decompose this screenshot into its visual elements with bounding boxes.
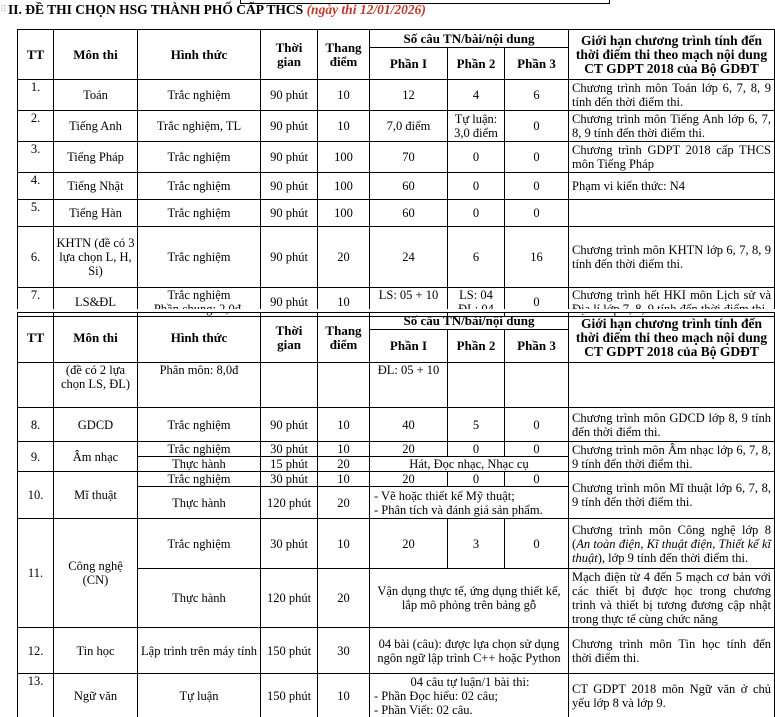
cell-part1: ĐL: 05 + 10 <box>370 363 448 408</box>
cell-format: Phân môn: 8,0đ <box>138 363 261 408</box>
header-row <box>18 30 775 48</box>
cell-format: Trắc nghiệm <box>138 200 261 227</box>
format-line: Trắc nghiệm <box>167 288 231 302</box>
table-row <box>18 363 775 408</box>
cell-part2: Tự luận: 3,0 điểm <box>448 111 505 142</box>
cell-subject: Tiếng Anh <box>54 111 138 142</box>
cell-part2: 3 <box>448 519 505 569</box>
cell-tt: 1. <box>18 80 54 111</box>
cell-tt: 9. <box>18 442 54 472</box>
cell-format: Lập trình trên máy tính <box>138 628 261 674</box>
cell-limit: Chương trình hết HKI môn Lịch sử và <box>569 288 775 317</box>
cell-part2: 0 <box>448 472 505 487</box>
cell-scale: 10 <box>318 442 370 457</box>
cell-time: 30 phút <box>261 472 318 487</box>
cell-tt: 12. <box>18 628 54 674</box>
col-time: Thời gian <box>261 313 318 363</box>
cell-format: Trắc nghiệm <box>138 408 261 442</box>
cell-part3: 0 <box>505 142 569 173</box>
table-row <box>18 472 775 487</box>
cell-part1: 20 <box>370 519 448 569</box>
table-row <box>18 200 775 227</box>
exam-date: (ngày thi 12/01/2026) <box>306 2 426 17</box>
table-row <box>18 80 775 111</box>
cell-part3: 0 <box>505 408 569 442</box>
cell-time: 90 phút <box>261 200 318 227</box>
cell-limit: Chương trình môn Tin học tính đến thời điểm thi. <box>569 628 775 674</box>
cell-part1: 40 <box>370 408 448 442</box>
cell-time: 30 phút <box>261 519 318 569</box>
table-row <box>18 628 775 674</box>
limit-text: Chương trình môn Công nghệ lớp 8 ( <box>572 522 772 551</box>
col-scale: Thang điểm <box>318 313 370 363</box>
cell-tt: 4. <box>18 173 54 200</box>
cell-format: Trắc nghiệm <box>138 227 261 288</box>
cell-part1: 70 <box>370 142 448 173</box>
cell-format: Thực hành <box>138 457 261 472</box>
cell-scale <box>318 363 370 408</box>
part2-line: LS: 04 <box>459 288 493 302</box>
cell-part3: 0 <box>505 111 569 142</box>
cell-subject: Tin học <box>54 628 138 674</box>
cell-tt: 2. <box>18 111 54 142</box>
cell-part1: 7,0 điểm <box>370 111 448 142</box>
cell-time: 90 phút <box>261 173 318 200</box>
col-part2: Phần 2 <box>448 48 505 80</box>
cell-scale: 10 <box>318 408 370 442</box>
exam-table-part-2 <box>17 312 775 717</box>
table-row <box>18 408 775 442</box>
header-row <box>18 313 775 330</box>
cell-part1: 20 <box>370 442 448 457</box>
cell-scale: 10 <box>318 288 370 317</box>
cell-time: 120 phút <box>261 569 318 628</box>
cell-part1: 12 <box>370 80 448 111</box>
cell-time: 150 phút <box>261 628 318 674</box>
cell-limit: Chương trình môn GDCD lớp 8, 9 tính đến thời điểm thi. <box>569 408 775 442</box>
cell-subject: Tiếng Pháp <box>54 142 138 173</box>
cell-part2: 0 <box>448 200 505 227</box>
cell-limit: CT GDPT 2018 môn Ngữ văn ở chủ yếu lớp 8 và lớp 9. <box>569 674 775 717</box>
cell-limit: Chương trình GDPT 2018 cấp THCS môn Tiếng Pháp <box>569 142 775 173</box>
section-title: II. ĐỀ THI CHỌN HSG THÀNH PHỐ CẤP THCS <box>8 2 304 17</box>
drag-handle-icon[interactable]: ⠿ <box>0 4 7 14</box>
col-part1: Phần I <box>370 48 448 80</box>
cell-format: Trắc nghiệm <box>138 142 261 173</box>
col-tt: TT <box>18 30 54 80</box>
col-limit: Giới hạn chương trình tính đến thời điểm thi theo mạch nội dung CT GDPT 2018 của Bộ GDĐT <box>569 30 775 80</box>
col-format: Hình thức <box>138 313 261 363</box>
cell-time: 90 phút <box>261 80 318 111</box>
cell-part3: 0 <box>505 200 569 227</box>
col-part3: Phần 3 <box>505 330 569 363</box>
cell-subject: GDCD <box>54 408 138 442</box>
cell-part2: 0 <box>448 173 505 200</box>
cell-part3: 0 <box>505 288 569 317</box>
cell-time <box>261 363 318 408</box>
cell-scale: 100 <box>318 173 370 200</box>
cell-subject: Công nghệ (CN) <box>54 519 138 628</box>
table-row <box>18 519 775 569</box>
col-questions: Số câu TN/bài/nội dung <box>370 313 569 330</box>
cell-tt: 10. <box>18 472 54 519</box>
cell-content <box>370 674 569 717</box>
cell-limit: Mạch điện từ 4 đến 5 mạch cơ bản với các thiết bị được học trong chương trình và thiết bị tương đương cập nhật trong thực tế cùng chức năng <box>569 569 775 628</box>
cell-scale: 10 <box>318 519 370 569</box>
cell-limit: Chương trình môn Âm nhạc lớp 6, 7, 8, 9 tính đến thời điểm thi. <box>569 442 775 472</box>
cell-part3: 0 <box>505 442 569 457</box>
cell-part3: 0 <box>505 472 569 487</box>
cell-part1: 60 <box>370 200 448 227</box>
cell-limit: Chương trình môn Tiếng Anh lớp 6, 7, 8, 9 tính đến thời điểm thi. <box>569 111 775 142</box>
cell-time: 90 phút <box>261 227 318 288</box>
content-line: 04 câu tự luận/1 bài thi: <box>410 674 530 689</box>
cell-format: Trắc nghiệm <box>138 442 261 457</box>
cell-format: Trắc nghiệm <box>138 519 261 569</box>
cell-subject: Tiếng Hàn <box>54 200 138 227</box>
cell-time: 90 phút <box>261 408 318 442</box>
col-limit: Giới hạn chương trình tính đến thời điểm thi theo mạch nội dung CT GDPT 2018 của Bộ GDĐT <box>569 313 775 363</box>
cell-content: Hát, Đọc nhạc, Nhạc cụ <box>370 457 569 472</box>
cell-content <box>370 487 569 519</box>
col-scale: Thang điểm <box>318 30 370 80</box>
cell-subject: Toán <box>54 80 138 111</box>
cell-scale: 20 <box>318 457 370 472</box>
cell-part1: 24 <box>370 227 448 288</box>
cell-limit: Phạm vi kiến thức: N4 <box>569 173 775 200</box>
table-row <box>18 442 775 457</box>
cell-scale: 20 <box>318 227 370 288</box>
cell-subject: Mĩ thuật <box>54 472 138 519</box>
cell-scale: 30 <box>318 628 370 674</box>
cell-limit <box>569 519 775 569</box>
cell-subject: (đề có 2 lựa chọn LS, ĐL) <box>54 363 138 408</box>
cell-format: Trắc nghiệm <box>138 173 261 200</box>
cell-format: Trắc nghiệm <box>138 80 261 111</box>
cell-part1: LS: 05 + 10 <box>370 288 448 317</box>
cell-scale: 100 <box>318 200 370 227</box>
cell-part2: 0 <box>448 442 505 457</box>
cell-limit <box>569 200 775 227</box>
cell-limit: Chương trình môn Mĩ thuật lớp 6, 7, 8, 9 tính đến thời điểm thi. <box>569 472 775 519</box>
cell-tt: 3. <box>18 142 54 173</box>
cell-tt: 6. <box>18 227 54 288</box>
cell-time: 90 phút <box>261 288 318 317</box>
cell-content: 04 bài (câu): được lựa chọn sử dụng ngôn ngữ lập trình C++ hoặc Python <box>370 628 569 674</box>
cell-time: 15 phút <box>261 457 318 472</box>
cell-time: 90 phút <box>261 111 318 142</box>
cell-scale: 100 <box>318 142 370 173</box>
table-row <box>18 173 775 200</box>
content-line: - Phân tích và đánh giá sản phẩm. <box>374 502 543 517</box>
table-row <box>18 111 775 142</box>
cell-subject: KHTN (đề có 3 lựa chọn L, H, Si) <box>54 227 138 288</box>
cell-limit <box>569 363 775 408</box>
cell-scale: 20 <box>318 487 370 519</box>
col-part2: Phần 2 <box>448 330 505 363</box>
cell-scale: 10 <box>318 111 370 142</box>
col-subject: Môn thi <box>54 313 138 363</box>
limit-text: ), lớp 9 tính đến thời điểm thi. <box>597 550 749 565</box>
cell-format: Trắc nghiệm, TL <box>138 111 261 142</box>
cell-part2: 0 <box>448 142 505 173</box>
cell-part3: 16 <box>505 227 569 288</box>
cell-tt: 5. <box>18 200 54 227</box>
cell-tt: 8. <box>18 408 54 442</box>
cell-scale: 20 <box>318 569 370 628</box>
cell-subject: Ngữ văn <box>54 674 138 717</box>
content-line: - Phần Viết: 02 câu. <box>374 702 473 717</box>
limit-italic-text: An toàn điện, Kĩ thuật điện, Thiết kế kĩ thuật <box>572 536 772 565</box>
col-format: Hình thức <box>138 30 261 80</box>
cell-scale: 10 <box>318 80 370 111</box>
col-time: Thời gian <box>261 30 318 80</box>
content-line: - Vẽ hoặc thiết kế Mỹ thuật; <box>374 488 515 503</box>
cell-tt <box>18 363 54 408</box>
cell-part1: 20 <box>370 472 448 487</box>
cell-part1: 60 <box>370 173 448 200</box>
cell-part2: 6 <box>448 227 505 288</box>
content-line: - Phần Đọc hiểu: 02 câu; <box>374 688 498 703</box>
cell-scale: 10 <box>318 674 370 717</box>
col-part1: Phần I <box>370 330 448 363</box>
cell-tt: 7. <box>18 288 54 317</box>
cell-part3: 6 <box>505 80 569 111</box>
cell-limit: Chương trình môn KHTN lớp 6, 7, 8, 9 tính đến thời điểm thi. <box>569 227 775 288</box>
cell-time: 120 phút <box>261 487 318 519</box>
cell-part2: 5 <box>448 408 505 442</box>
col-questions: Số câu TN/bài/nội dung <box>370 30 569 48</box>
cell-subject: Tiếng Nhật <box>54 173 138 200</box>
cell-format: Tự luận <box>138 674 261 717</box>
cell-subject: LS&ĐL <box>54 288 138 317</box>
cell-content: Vận dụng thực tế, ứng dụng thiết kế, lắp mô phỏng trên bảng gỗ <box>370 569 569 628</box>
table-row <box>18 674 775 717</box>
exam-table-part-1 <box>17 29 775 317</box>
cell-part3: 0 <box>505 519 569 569</box>
cell-scale: 10 <box>318 472 370 487</box>
section-heading <box>0 2 426 22</box>
table-row <box>18 142 775 173</box>
cell-format: Thực hành <box>138 487 261 519</box>
cell-part3 <box>505 363 569 408</box>
cell-format: Thực hành <box>138 569 261 628</box>
cell-time: 30 phút <box>261 442 318 457</box>
col-part3: Phần 3 <box>505 48 569 80</box>
table-row <box>18 227 775 288</box>
cell-limit: Chương trình môn Toán lớp 6, 7, 8, 9 tính đến thời điểm thi. <box>569 80 775 111</box>
cell-subject: Âm nhạc <box>54 442 138 472</box>
cell-part2: 4 <box>448 80 505 111</box>
cell-tt: 11. <box>18 519 54 628</box>
cell-tt: 13. <box>18 674 54 717</box>
cell-format: Trắc nghiệm <box>138 472 261 487</box>
cell-time: 90 phút <box>261 142 318 173</box>
cell-time: 150 phút <box>261 674 318 717</box>
col-tt: TT <box>18 313 54 363</box>
cell-part3: 0 <box>505 173 569 200</box>
col-subject: Môn thi <box>54 30 138 80</box>
cell-part2 <box>448 363 505 408</box>
